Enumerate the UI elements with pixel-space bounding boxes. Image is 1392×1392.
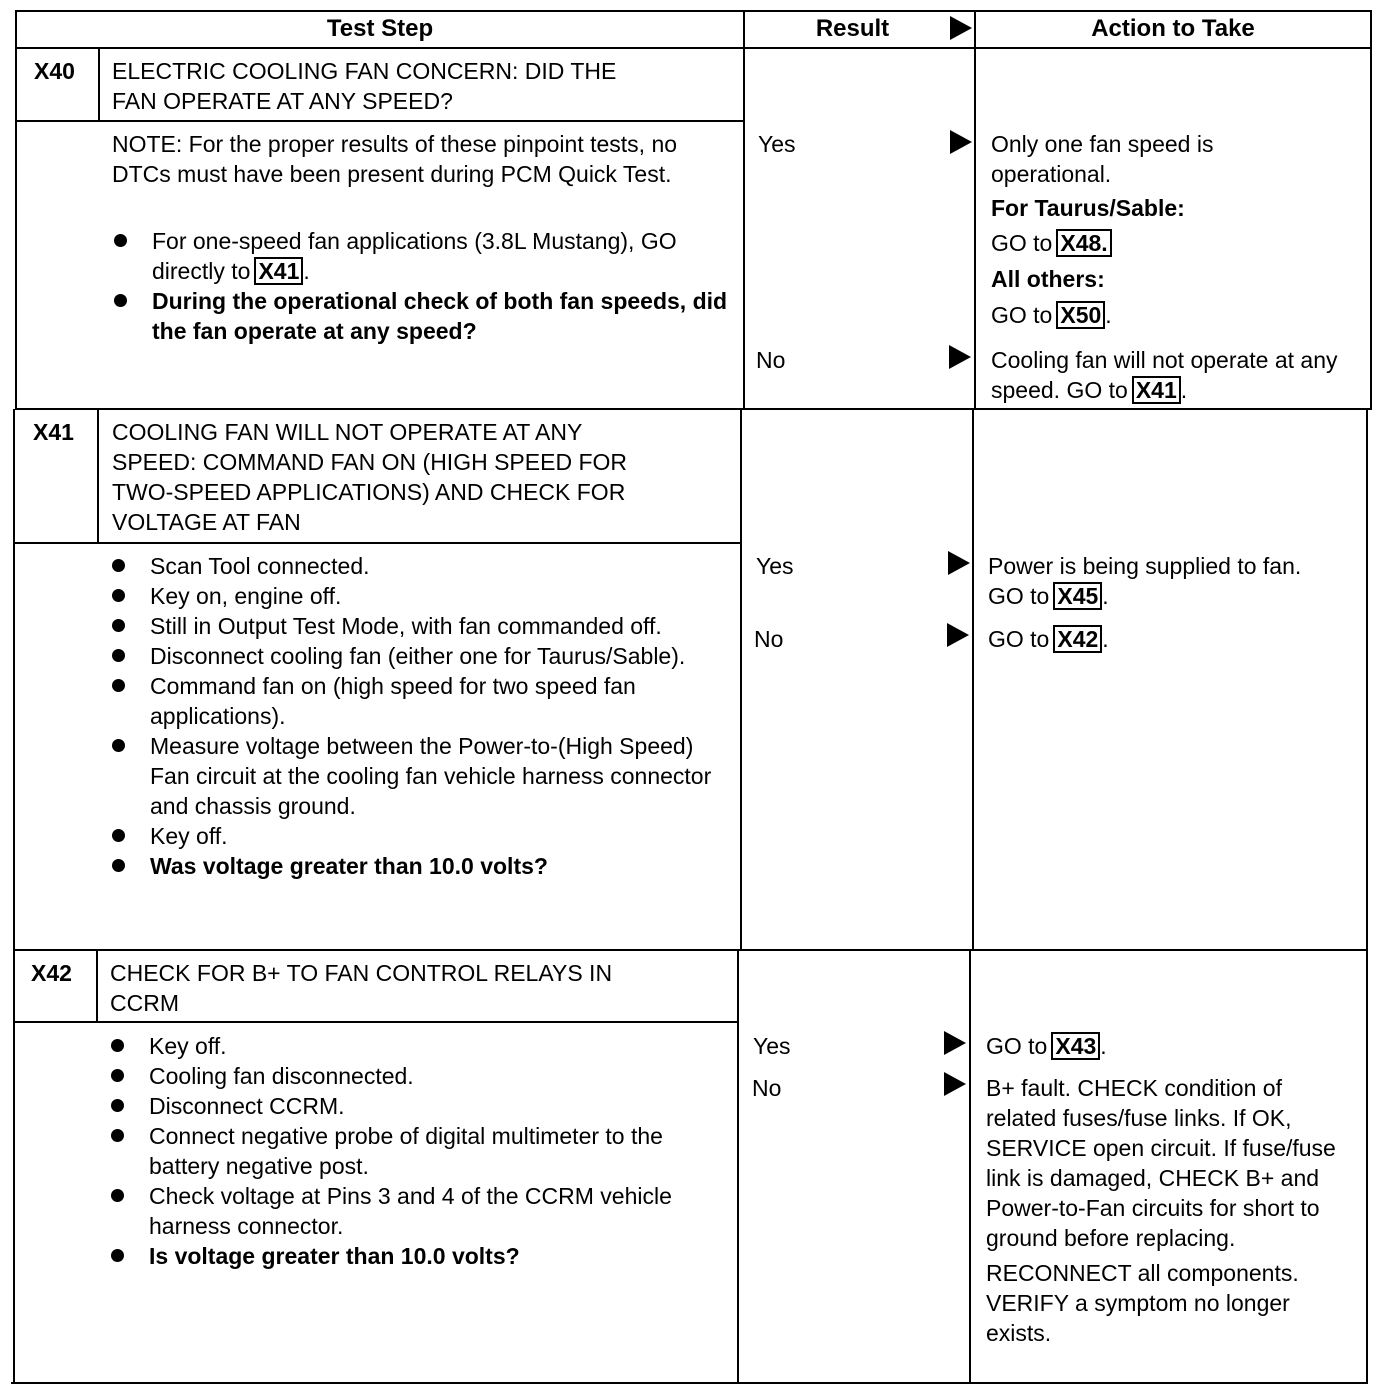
list-item: Cooling fan disconnected. <box>109 1061 729 1091</box>
goto-x41-ref[interactable]: X41 <box>1132 376 1181 404</box>
x42-title-line-2: CCRM <box>110 990 179 1016</box>
header-bottom-border <box>17 47 1372 49</box>
x42-bullet-list <box>109 1031 729 1271</box>
result-arrow-icon <box>950 130 972 154</box>
x41-title-line-4: VOLTAGE AT FAN <box>112 509 301 535</box>
list-item: Key off. <box>109 1031 729 1061</box>
result-arrow-icon <box>947 623 969 647</box>
list-item: Disconnect CCRM. <box>109 1091 729 1121</box>
bullet-icon <box>111 1069 124 1082</box>
x42-result-yes: Yes <box>753 1033 791 1059</box>
result-column-divider <box>743 10 745 410</box>
step-id-x42: X42 <box>31 960 72 986</box>
list-item: During the operational check of both fan speeds, did the fan operate at any speed? <box>112 286 732 346</box>
bullet-icon <box>114 234 127 247</box>
result-arrow-icon <box>950 16 972 40</box>
list-item: Was voltage greater than 10.0 volts? <box>110 851 730 881</box>
x42-title-line-1: CHECK FOR B+ TO FAN CONTROL RELAYS IN <box>110 960 613 986</box>
goto-x43-ref[interactable]: X43 <box>1051 1032 1100 1060</box>
title-bottom-border <box>13 542 741 544</box>
result-arrow-icon <box>948 551 970 575</box>
bullet-icon <box>114 294 127 307</box>
bullet-icon <box>112 619 125 632</box>
step-id-x41: X41 <box>33 419 74 445</box>
bullet-icon <box>111 1249 124 1262</box>
x41-title-line-1: COOLING FAN WILL NOT OPERATE AT ANY <box>112 419 583 445</box>
bullet-icon <box>111 1189 124 1202</box>
x41-no-action: GO to X42 . <box>988 626 1109 652</box>
step-id-divider <box>96 950 98 1022</box>
bullet-icon <box>111 1039 124 1052</box>
x41-bullet-list <box>110 551 730 881</box>
list-item: Is voltage greater than 10.0 volts? <box>109 1241 729 1271</box>
table-top-border <box>17 10 1372 12</box>
section-divider <box>15 408 1372 410</box>
table-left-border <box>13 409 15 1384</box>
list-item: Connect negative probe of digital multimeter to the battery negative post. <box>109 1121 729 1181</box>
x40-title-line-1: ELECTRIC COOLING FAN CONCERN: DID THE <box>112 58 617 84</box>
x40-title-line-2: FAN OPERATE AT ANY SPEED? <box>112 88 453 114</box>
x41-result-no: No <box>754 626 784 652</box>
bullet-icon <box>112 559 125 572</box>
x41-title <box>112 417 737 537</box>
x40-yes-action: Only one fan speed is operational. For Taurus/Sable: GO to X48. All others: GO to X50 . <box>991 131 1214 328</box>
result-arrow-icon <box>944 1031 966 1055</box>
goto-x41-ref[interactable]: X41 <box>254 257 303 285</box>
table-right-border <box>1370 10 1372 410</box>
list-item: Check voltage at Pins 3 and 4 of the CCRM vehicle harness connector. <box>109 1181 729 1241</box>
goto-x50-ref[interactable]: X50 <box>1056 301 1105 329</box>
list-item: Key on, engine off. <box>110 581 730 611</box>
step-id-x40: X40 <box>34 58 75 84</box>
x41-title-line-3: TWO-SPEED APPLICATIONS) AND CHECK FOR <box>112 479 626 505</box>
list-item: Measure voltage between the Power-to-(High Speed) Fan circuit at the cooling fan vehicle harness connector and chassis ground. <box>110 731 730 821</box>
header-test-step: Test Step <box>326 15 434 42</box>
step-id-divider <box>97 409 99 543</box>
bullet-icon <box>112 649 125 662</box>
result-arrow-icon <box>944 1072 966 1096</box>
x40-result-no: No <box>756 347 786 373</box>
step-id-divider <box>98 47 100 121</box>
result-column-divider <box>737 950 739 1384</box>
list-item: Command fan on (high speed for two speed fan applications). <box>110 671 730 731</box>
bullet-icon <box>112 589 125 602</box>
list-item: For one-speed fan applications (3.8L Mustang), GO directly to X41 . <box>112 226 732 286</box>
table-right-border <box>1366 409 1368 1384</box>
action-column-divider <box>972 409 974 951</box>
bullet-icon <box>111 1099 124 1112</box>
goto-x48-ref[interactable]: X48. <box>1056 229 1111 257</box>
x40-note: NOTE: For the proper results of these pinpoint tests, no DTCs must have been present during PCM Quick Test. <box>112 131 678 187</box>
x40-result-yes: Yes <box>758 131 796 157</box>
title-bottom-border <box>13 1021 738 1023</box>
x41-yes-action: Power is being supplied to fan. GO to X45 . <box>988 553 1302 609</box>
x42-yes-action: GO to X43 . <box>986 1033 1107 1059</box>
result-column-divider <box>740 409 742 951</box>
list-item: Still in Output Test Mode, with fan commanded off. <box>110 611 730 641</box>
bullet-icon <box>112 829 125 842</box>
x42-result-no: No <box>752 1075 782 1101</box>
bullet-icon <box>112 739 125 752</box>
list-item: Disconnect cooling fan (either one for Taurus/Sable). <box>110 641 730 671</box>
goto-x45-ref[interactable]: X45 <box>1053 582 1102 610</box>
x40-bullet-list <box>112 226 732 346</box>
header-result: Result <box>815 15 890 42</box>
action-column-divider <box>969 950 971 1384</box>
result-arrow-icon <box>949 345 971 369</box>
bullet-icon <box>112 679 125 692</box>
section-divider <box>13 949 1368 951</box>
header-action: Action to Take <box>1091 15 1255 42</box>
table-bottom-border <box>11 1382 1366 1384</box>
bullet-icon <box>112 859 125 872</box>
list-item: Scan Tool connected. <box>110 551 730 581</box>
table-left-border <box>15 10 17 410</box>
x42-title <box>110 958 735 1018</box>
x41-title-line-2: SPEED: COMMAND FAN ON (HIGH SPEED FOR <box>112 449 627 475</box>
x42-no-action: B+ fault. CHECK condition of related fuses/fuse links. If OK, SERVICE open circuit. If fuse/fuse link is damaged, CHECK B+ and Power-to-Fan circuits for short to ground before replacing. RECONNECT all components. VERIFY a symptom no longer exists. <box>986 1075 1336 1346</box>
x41-result-yes: Yes <box>756 553 794 579</box>
list-item: Key off. <box>110 821 730 851</box>
goto-x42-ref[interactable]: X42 <box>1053 625 1102 653</box>
bullet-icon <box>111 1129 124 1142</box>
x40-no-action: Cooling fan will not operate at any speed. GO to X41 . <box>991 347 1338 403</box>
title-bottom-border <box>15 120 744 122</box>
x40-title <box>112 56 740 116</box>
action-column-divider <box>974 10 976 410</box>
